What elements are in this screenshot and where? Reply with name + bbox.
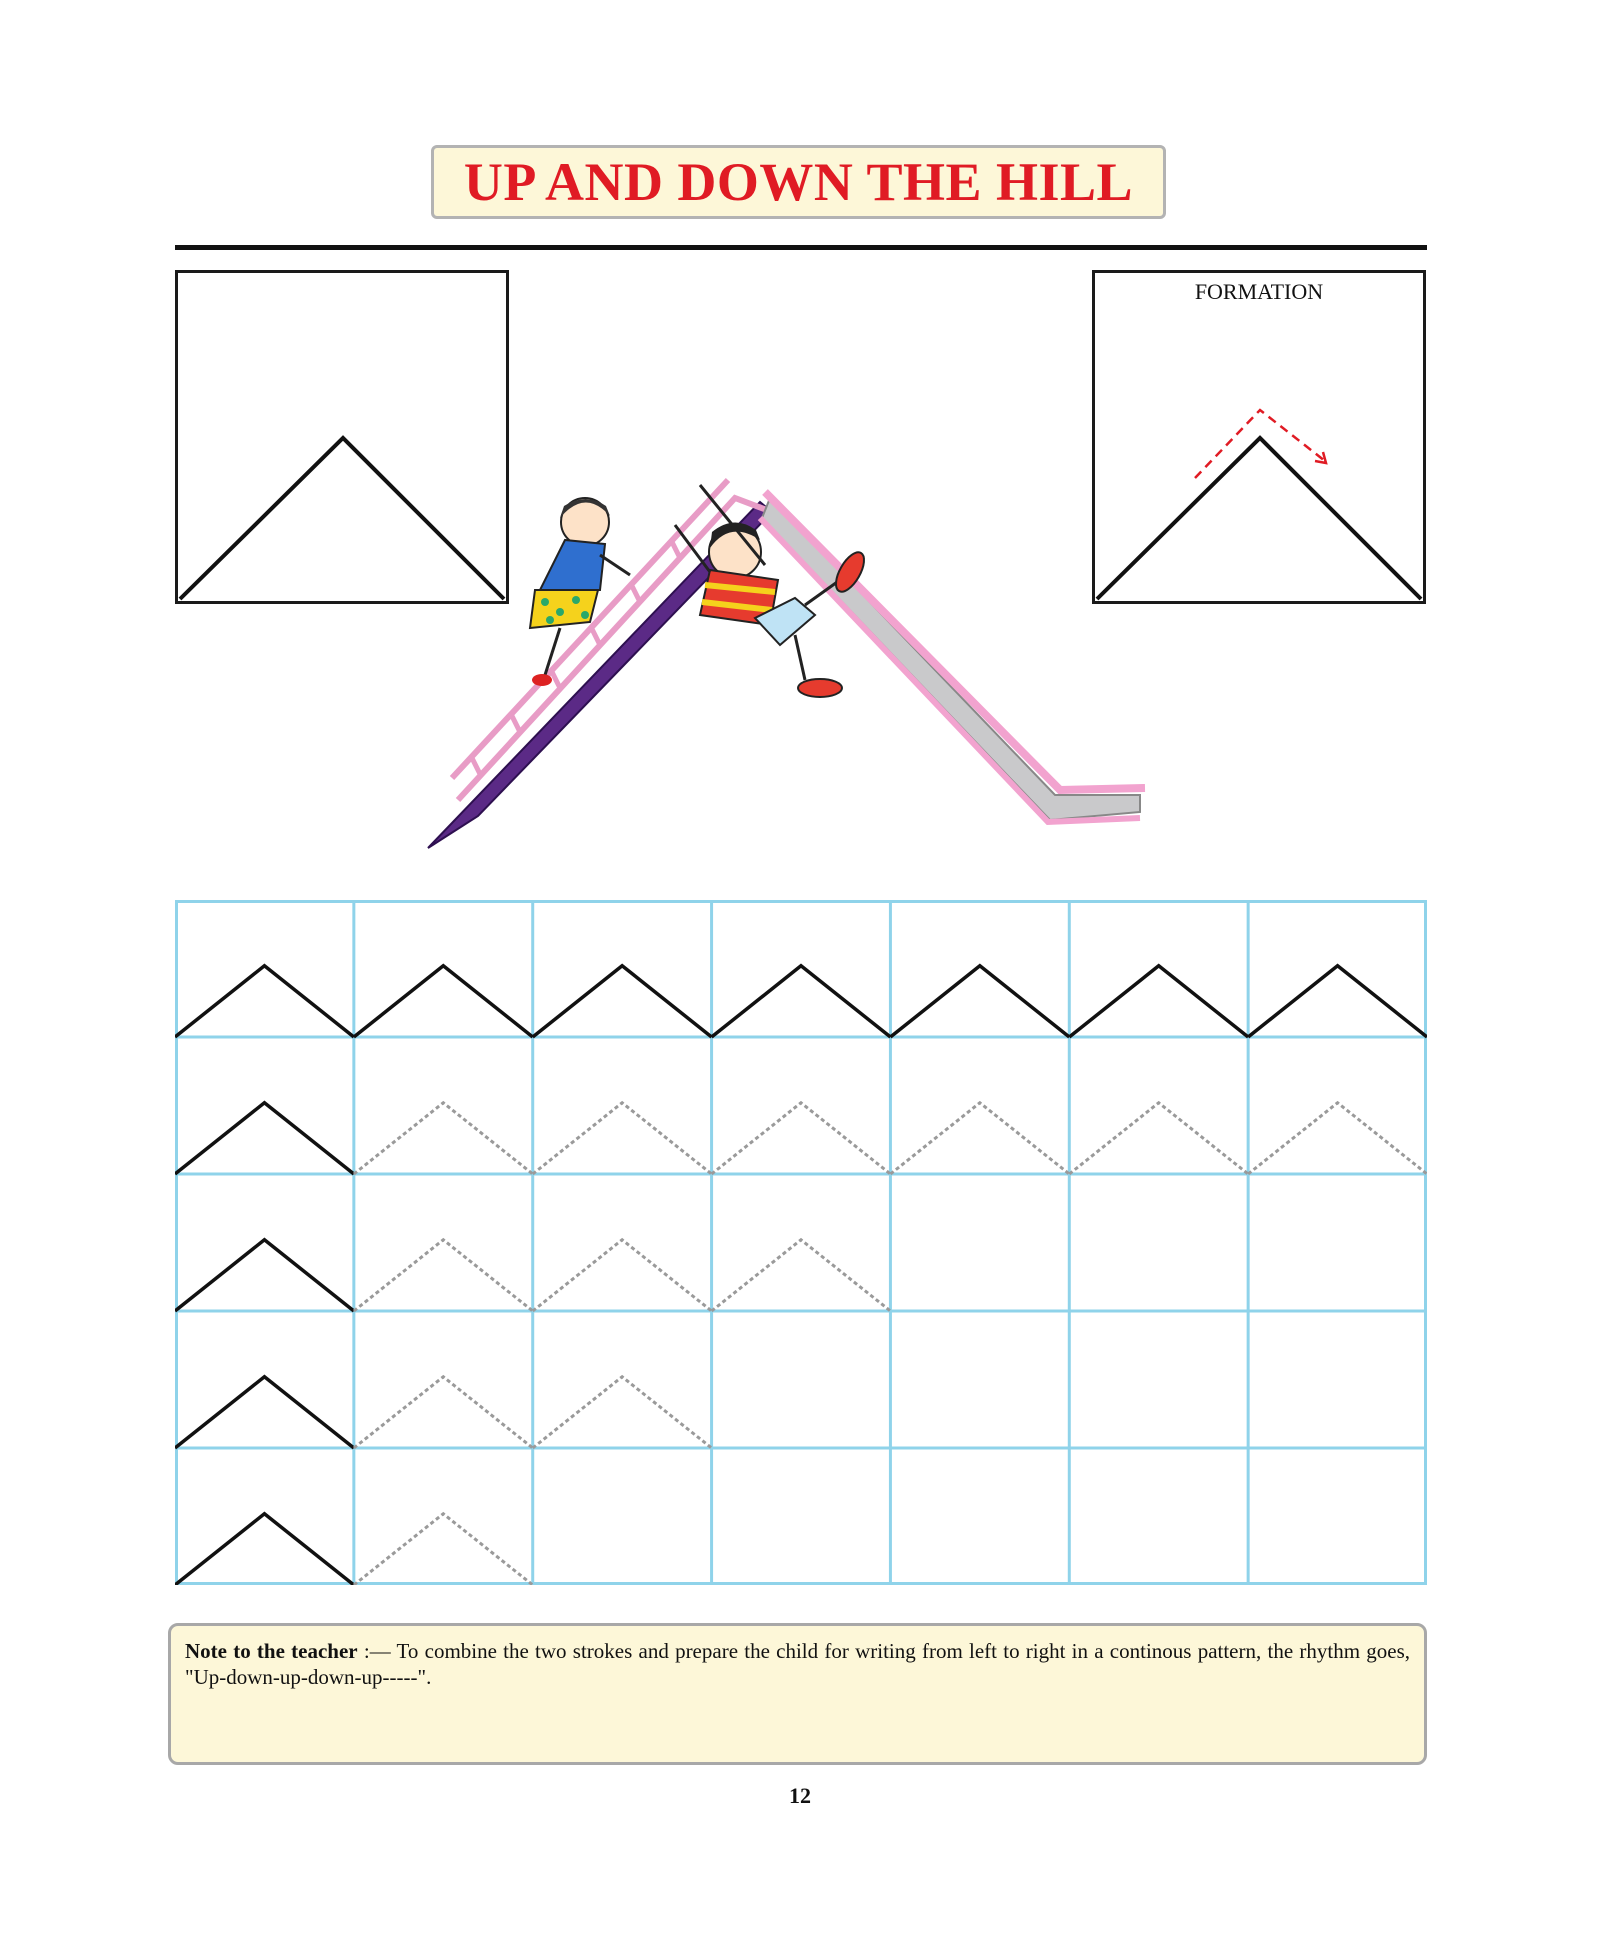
page-title: UP AND DOWN THE HILL [463,152,1134,212]
hill-stroke-dotted [533,1377,712,1448]
hill-stroke-solid [175,1377,354,1448]
hill-stroke-dotted [354,1377,533,1448]
hill-stroke-solid [175,1240,354,1311]
hill-stroke-dotted [1069,1103,1248,1174]
formation-label: FORMATION [1194,279,1324,304]
hill-stroke-dotted [712,1240,891,1311]
hill-stroke-solid [890,966,1069,1037]
divider-rule [175,245,1427,250]
children-on-slide-illustration [400,440,1200,860]
title-banner [431,145,1166,219]
hill-stroke-solid [533,966,712,1037]
hill-stroke-solid [1248,966,1427,1037]
hill-stroke-solid [175,966,354,1037]
teacher-note-box [168,1623,1427,1765]
note-text: :— To combine the two strokes and prepare the child for writing from left to right in a continous pattern, the rhythm goes, "Up-down-up-down-up-----". [185,1639,1411,1689]
hill-stroke-dotted [354,1514,533,1585]
hill-stroke-dotted [1248,1103,1427,1174]
hill-stroke-dotted [354,1240,533,1311]
hill-stroke-dotted [533,1240,712,1311]
hill-stroke-solid [1069,966,1248,1037]
hill-stroke-solid [175,1514,354,1585]
note-label: Note to the teacher [185,1639,358,1663]
hill-stroke-solid [175,1103,354,1174]
hill-stroke-dotted [533,1103,712,1174]
hill-stroke-dotted [890,1103,1069,1174]
hill-stroke-solid [712,966,891,1037]
hill-stroke-dotted [712,1103,891,1174]
practice-grid [175,900,1427,1585]
hill-stroke-solid [354,966,533,1037]
hill-stroke-dotted [354,1103,533,1174]
teacher-note [185,1638,1410,1690]
page-number: 12 [789,1783,811,1808]
